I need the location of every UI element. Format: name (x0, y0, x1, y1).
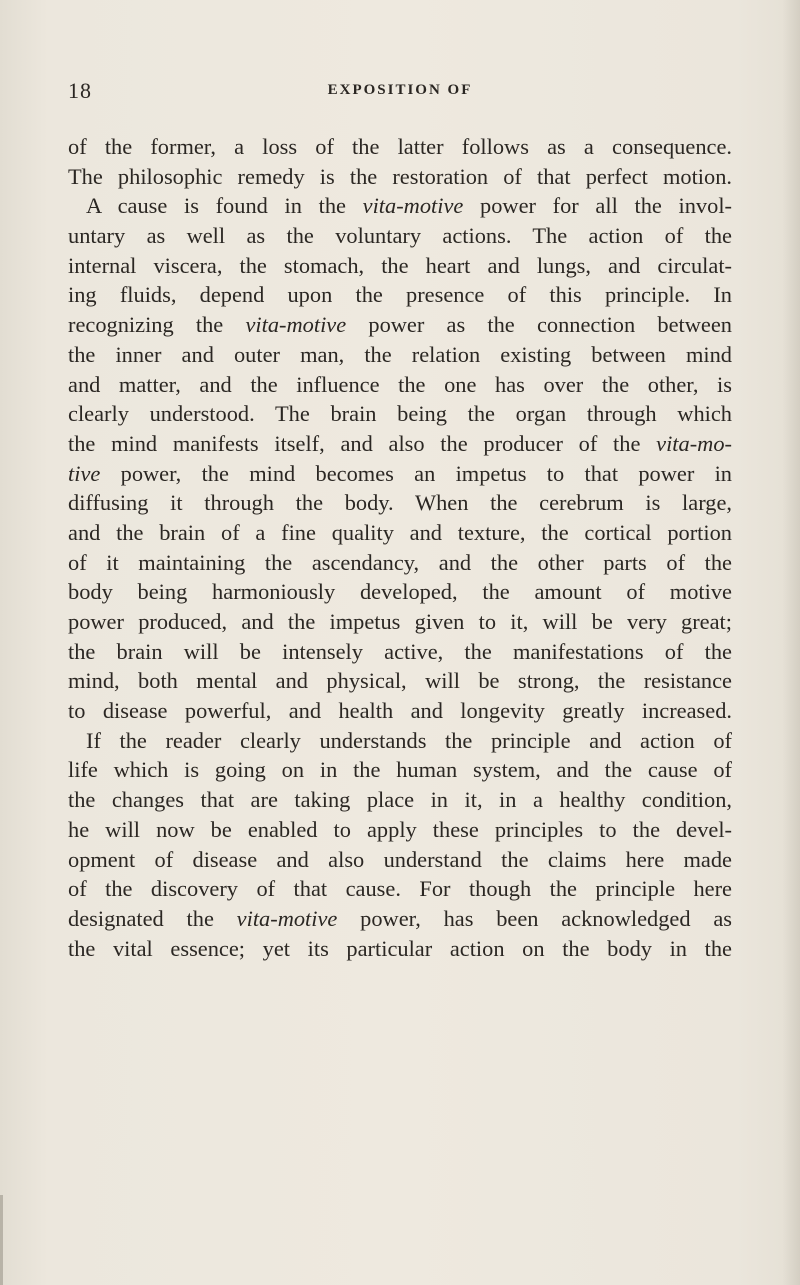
text-line: designated the vita-motive power, has been acknowledged as (68, 905, 732, 931)
page-edge-shadow (782, 0, 800, 1285)
text-line: If the reader clearly understands the principle and action of (86, 727, 732, 753)
text-line: the brain will be intensely active, the manifestations of the (68, 638, 732, 664)
text-line: internal viscera, the stomach, the heart and lungs, and circulat- (68, 252, 732, 278)
text-line: recognizing the vita-motive power as the connection between (68, 312, 732, 338)
text-line: the mind manifests itself, and also the producer of the vita-mo- (68, 430, 732, 456)
text-line: to disease powerful, and health and longevity greatly increased. (68, 698, 732, 724)
italic-term: vita-motive (362, 193, 464, 219)
text-line: of it maintaining the ascendancy, and the other parts of the (68, 549, 732, 575)
text-line: The philosophic remedy is the restoration of that perfect motion. (68, 163, 732, 189)
text-line: the changes that are taking place in it, in a healthy condition, (68, 787, 732, 813)
text-line: the inner and outer man, the relation existing between mind (68, 341, 732, 367)
text-line: and the brain of a fine quality and texture, the cortical portion (68, 519, 732, 545)
body-text (68, 132, 732, 963)
text-line: life which is going on in the human system, and the cause of (68, 757, 732, 783)
text-line: he will now be enabled to apply these principles to the devel- (68, 816, 732, 842)
text-line: ing fluids, depend upon the presence of this principle. In (68, 282, 732, 308)
italic-term: vita-mo- (656, 430, 732, 456)
running-head: EXPOSITION OF (327, 82, 473, 98)
text-line: body being harmoniously developed, the amount of motive (68, 579, 732, 605)
text-line: power produced, and the impetus given to it, will be very great; (68, 609, 732, 634)
text-line: of the discovery of that cause. For though the principle here (68, 876, 732, 902)
italic-term: vita-motive (245, 312, 347, 338)
text-line: the vital essence; yet its particular action on the body in the (68, 935, 732, 961)
binding-shadow (0, 1195, 3, 1285)
text-line: untary as well as the voluntary actions. The action of the (68, 223, 732, 249)
italic-term: tive (68, 460, 101, 486)
text-line: mind, both mental and physical, will be strong, the resistance (68, 668, 732, 694)
italic-term: vita-motive (236, 905, 338, 931)
text-line: tive power, the mind becomes an impetus to that power in (68, 460, 732, 486)
text-line: diffusing it through the body. When the cerebrum is large, (68, 490, 732, 516)
text-line: clearly understood. The brain being the organ through which (68, 401, 732, 427)
text-line: A cause is found in the vita-motive power for all the invol- (86, 193, 732, 219)
page-header (68, 78, 732, 108)
text-line: of the former, a loss of the latter follows as a consequence. (68, 134, 732, 159)
text-line: and matter, and the influence the one has over the other, is (68, 371, 732, 397)
page-number: 18 (68, 78, 92, 103)
text-line: opment of disease and also understand the claims here made (68, 846, 732, 872)
